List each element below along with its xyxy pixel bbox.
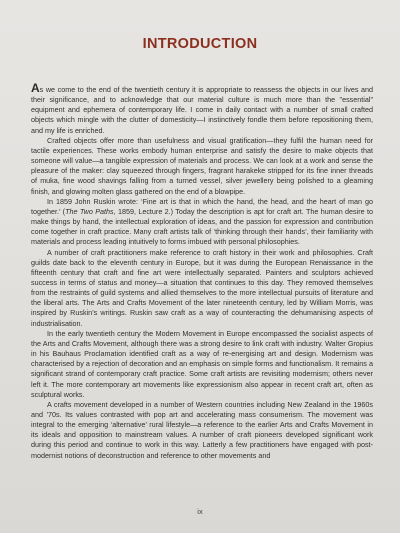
page-number: ix (197, 507, 203, 516)
paragraph-3-text-a: In 1859 John Ruskin wrote: ‘Fine art is that in which the hand, the head, and the heart of man go together.’ ( (31, 196, 373, 216)
paragraph-4: A number of craft practitioners make reference to craft history in their work and philosophies. Craft guilds date back to the eleventh century in Europe, but it was during the European Renaissance in the fifteenth century that craft and fine art were intellectually separated. Painters and sculptors achieved success in terms of status and money—a situation that continues to this day. They removed themselves from the restraints of guild systems and allied themselves to the more intellectual pursuits of literature and the liberal arts. The Arts and Crafts Movement of the later nineteenth century, led by William Morris, was inspired by Ruskin’s writings. Ruskin saw craft as a way of counteracting the dehumanising aspects of industrialisation. (31, 247, 373, 328)
paragraph-6: A crafts movement developed in a number of Western countries including New Zealand in the 1960s and ’70s. Its values contrasted with pop art and accelerating mass consumerism. The movement was integral to the emerging ‘alternative’ rural lifestyle—a reference to the earlier Arts and Crafts Movement in its ideals and opposition to mainstream values. A number of craft pioneers developed significant work during this period and continue to work in this way. Latterly a few practitioners have engaged with post-modernist notions of deconstruction and reference to other movements and (31, 399, 373, 460)
body-text (31, 81, 373, 461)
paragraph-1-text: s we come to the end of the twentieth century it is appropriate to reassess the objects in our lives and their significance, and to acknowledge that our material culture is much more than the "essential" equipment and ephemera of contemporary life. I come in daily contact with a number of small crafted objects which mingle with the clutter of domesticity—I instinctively fondle them before repositioning them, and my life is enriched. (31, 85, 373, 135)
drop-cap: A (31, 81, 40, 95)
paragraph-3 (31, 197, 373, 248)
paragraph-1 (31, 81, 373, 136)
book-title-italic: The Two Paths (65, 206, 114, 216)
page-title: INTRODUCTION (142, 36, 258, 52)
paragraph-2: Crafted objects offer more than usefulness and visual gratification—they fulfil the human need for tactile experiences. These works embody human enterprise and satisfy the desire to make objects that someone will value—a tangible expression of materials and process. We can look at a work and sense the pleasure of the maker: clay squeezed through fingers, fragrant harakeke stripped for its fine inner threads of muka, fine wood shavings falling from a turned vessel, silver jewellery being polished to a gleaming finish, and glowing molten glass gathered on the end of a blowpipe. (31, 135, 373, 196)
paragraph-5: In the early twentieth century the Modern Movement in Europe encompassed the socialist aspects of the Arts and Crafts Movement, although there was a strong desire to link craft with industry. Walter Gropius in his Bauhaus Proclamation identified craft as a way of re-energising art and design. Modernism was characterised by a rejection of decoration and an emphasis on simple forms and functionalism. It remains a significant strand of contemporary craft practice. Some craft artists are revisiting modernism; others never left it. The more contemporary art movements like expressionism also appear in recent craft art, often as sculptural works. (31, 328, 373, 399)
paragraph-3-text-b: , 1859, Lecture 2.) Today the description is apt for craft art. The human desire to make things by hand, the intellectual exploration of ideas, and the passion for expression and contribution come together in craft practice. Many craft artists talk of ‘thinking through their hands’, their familiarity with materials and process leading intuitively to forms imbued with personal philosophies. (31, 206, 373, 247)
